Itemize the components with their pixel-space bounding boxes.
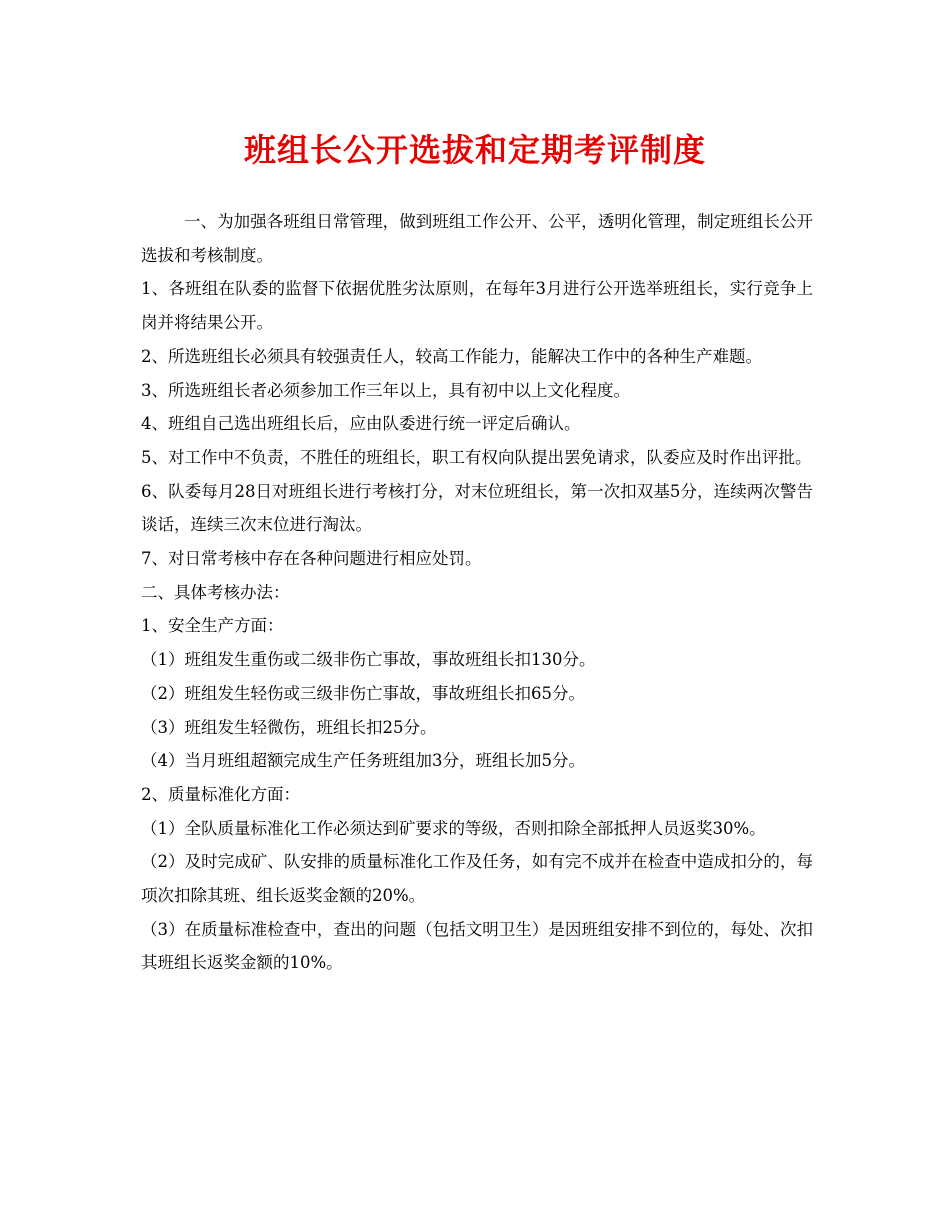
paragraph-item-3: 3、所选班组长者必须参加工作三年以上，具有初中以上文化程度。 — [141, 380, 630, 400]
paragraph-item-2: 2、所选班组长必须具有较强责任人，较高工作能力，能解决工作中的各种生产难题。 — [141, 346, 762, 366]
quality-rule-2: （2）及时完成矿、队安排的质量标准化工作及任务，如有完不成并在检查中造成扣分的，每项次扣除其班、组长返奖金额的20%。 — [141, 852, 813, 906]
quality-rule-1: （1）全队质量标准化工作必须达到矿要求的等级，否则扣除全部抵押人员返奖30%。 — [141, 818, 766, 838]
paragraph-item-6: 6、队委每月28日对班组长进行考核打分，对末位班组长，第一次扣双基5分，连续两次警告谈话，连续三次末位进行淘汰。 — [141, 481, 813, 535]
quality-rule-3: （3）在质量标准检查中，查出的问题（包括文明卫生）是因班组安排不到位的，每处、次扣其班组长返奖金额的10%。 — [141, 919, 813, 973]
paragraph-intro: 一、为加强各班组日常管理，做到班组工作公开、公平，透明化管理，制定班组长公开选拔和考核制度。 — [141, 212, 813, 265]
paragraph-item-5: 5、对工作中不负责，不胜任的班组长，职工有权向队提出罢免请求，队委应及时作出评批。 — [141, 447, 812, 467]
safety-rule-3: （3）班组发生轻微伤，班组长扣25分。 — [141, 717, 437, 737]
subsection-heading-safety: 1、安全生产方面： — [141, 616, 284, 636]
safety-rule-1: （1）班组发生重伤或二级非伤亡事故，事故班组长扣130分。 — [141, 650, 596, 670]
subsection-heading-quality: 2、质量标准化方面： — [141, 784, 300, 804]
paragraph-item-7: 7、对日常考核中存在各种问题进行相应处罚。 — [141, 549, 482, 569]
document-body — [141, 205, 813, 980]
paragraph-item-4: 4、班组自己选出班组长后，应由队委进行统一评定后确认。 — [141, 414, 581, 434]
section-heading-assessment: 二、具体考核办法： — [141, 582, 290, 602]
safety-rule-2: （2）班组发生轻伤或三级非伤亡事故，事故班组长扣65分。 — [141, 683, 585, 703]
document-title: 班组长公开选拔和定期考评制度 — [243, 131, 706, 169]
safety-rule-4: （4）当月班组超额完成生产任务班组加3分，班组长加5分。 — [141, 751, 585, 771]
paragraph-item-1: 1、各班组在队委的监督下依据优胜劣汰原则，在每年3月进行公开选举班组长，实行竞争上岗并将结果公开。 — [141, 279, 813, 333]
